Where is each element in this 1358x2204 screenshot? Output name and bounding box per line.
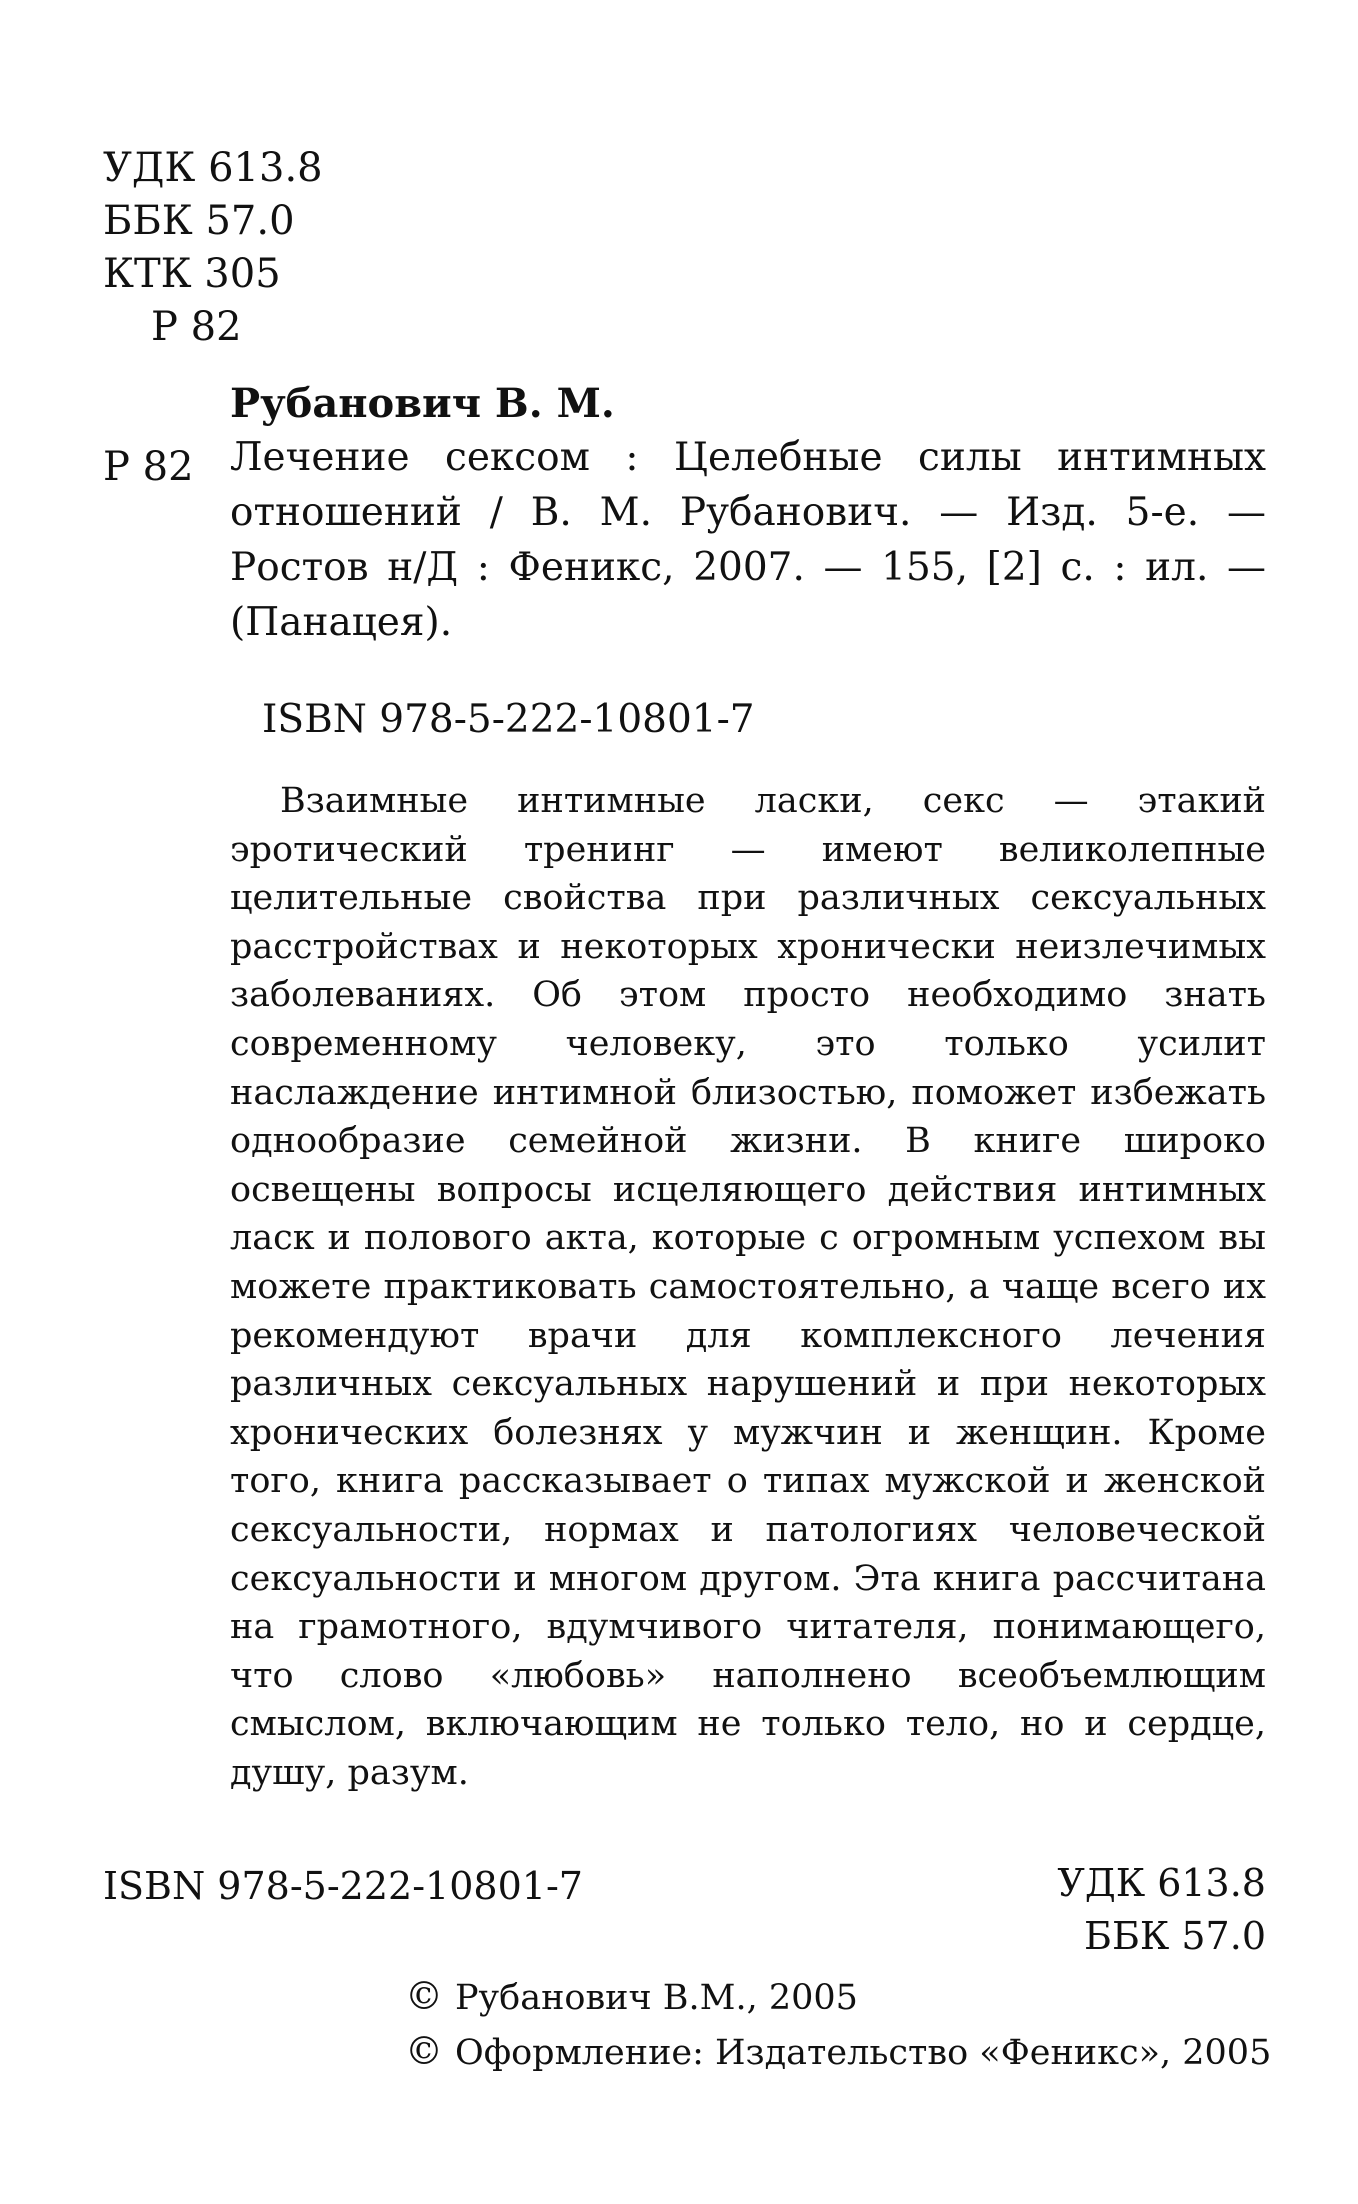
copyright-line-design	[405, 2025, 1271, 2080]
copyright-author: Рубанович В.М., 2005	[455, 1978, 858, 2018]
copyright-notices	[405, 1970, 1271, 2080]
footer-bbk: ББК 57.0	[1084, 1914, 1266, 1958]
copyright-line-author	[405, 1970, 1271, 2025]
classification-block	[103, 142, 323, 354]
bbk-code: ББК 57.0	[103, 198, 295, 244]
author-sign: Р 82	[151, 304, 242, 350]
copyright-icon: ©	[405, 2029, 443, 2073]
isbn-footer: ISBN 978-5-222-10801-7	[103, 1864, 583, 1908]
shelf-mark: Р 82	[103, 444, 194, 490]
bibliographic-record: Лечение сексом : Целебные силы интимных отношений / В. М. Рубанович. — Изд. 5-е. — Ростов н/Д : Феникс, 2007. — 155, [2] с. : ил. — (Панацея).	[230, 435, 1266, 645]
footer-udc: УДК 613.8	[1057, 1861, 1266, 1905]
footer-classification	[1057, 1857, 1266, 1963]
ktk-code: КТК 305	[103, 251, 281, 297]
copyright-icon: ©	[405, 1974, 443, 2018]
isbn-top: ISBN 978-5-222-10801-7	[262, 697, 755, 742]
abstract-paragraph: Взаимные интимные ласки, секс — этакий эротический тренинг — имеют великолепные целительные свойства при различных сексуальных расстройствах и некоторых хронически неизлечимых заболеваниях. Об этом просто необходимо знать современному человеку, это только усилит наслаждение интимной близостью, поможет избежать однообразие семейной жизни. В книге широко освещены вопросы исцеляющего действия интимных ласк и полового акта, которые с огромным успехом вы можете практиковать самостоятельно, а чаще всего их рекомендуют врачи для комплексного лечения различных сексуальных нарушений и при некоторых хронических болезнях у мужчин и женщин. Кроме того, книга рассказывает о типах мужской и женской сексуальности, нормах и патологиях человеческой сексуальности и многом другом. Эта книга рассчитана на грамотного, вдумчивого читателя, понимающего, что слово «любовь» наполнено всеобъемлющим смыслом, включающим не только тело, но и сердце, душу, разум.	[230, 781, 1266, 1793]
udc-code: УДК 613.8	[103, 145, 323, 191]
author-heading: Рубанович В. М.	[230, 380, 615, 427]
copyright-design: Оформление: Издательство «Феникс», 2005	[455, 2033, 1272, 2073]
